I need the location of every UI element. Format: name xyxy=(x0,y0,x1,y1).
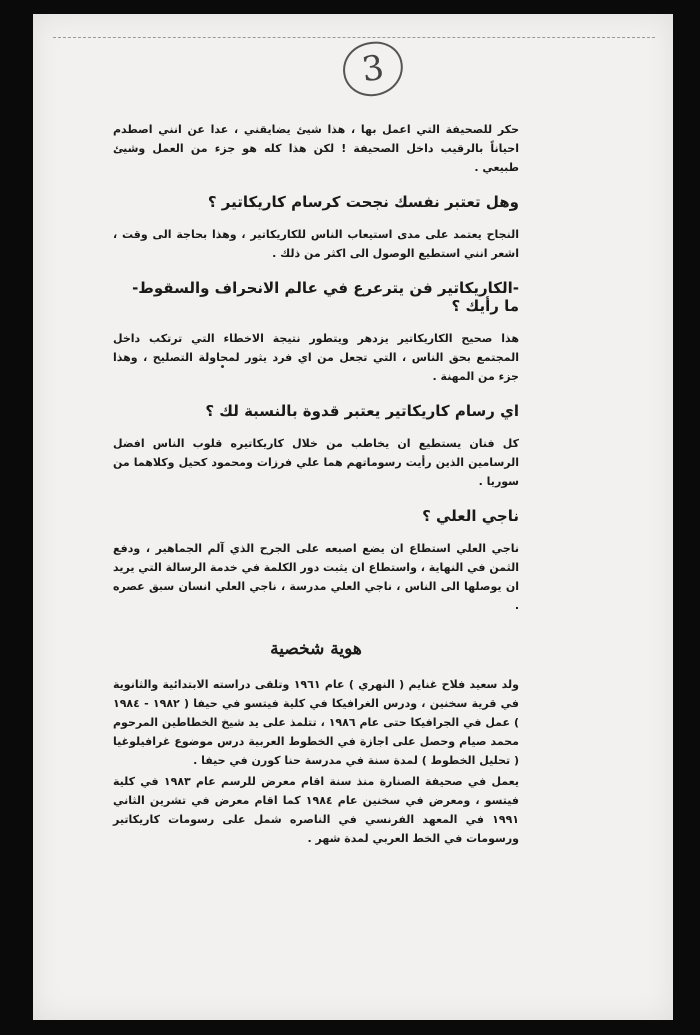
bio-section xyxy=(113,675,519,848)
top-rule xyxy=(53,37,655,38)
bio-title: هوية شخصية xyxy=(270,639,362,659)
question-heading: -الكاريكاتير فن يترعرع في عالم الانحراف والسقوط- ما رأيك ؟ xyxy=(132,279,519,315)
question-heading: ناجي العلي ؟ xyxy=(422,507,519,525)
article-body xyxy=(113,120,519,850)
bio-paragraph: يعمل في صحيفة الصنارة منذ سنة اقام معرض للرسم عام ١٩٨٣ في كلية فيتسو ، ومعرض في سخنين عام ١٩٨٤ كما اقام معرض في تشرين الثاني ١٩٩١ في المعهد الفرنسي في الناصره شمل على رسومات كاريكاتير ورسومات في الخط العربي لمدة شهر . xyxy=(113,775,519,845)
answer-paragraph: النجاح يعتمد على مدى استيعاب الناس للكاريكاتير ، وهذا بحاجة الى وقت ، اشعر انني استطيع الوصول الى اكثر من ذلك . xyxy=(113,228,519,260)
handwritten-page-number: 3 xyxy=(340,38,407,100)
answer-paragraph: هذا صحيح الكاريكاتير يزدهر ويتطور نتيجة الاخطاء التي ترتكب داخل المجتمع بحق الناس ، التي تجعل من اي فرد يثور لمحاولة التصليح ، وهذا جزء من المهنة . xyxy=(113,332,519,383)
intro-paragraph: حكر للصحيفة التي اعمل بها ، هذا شيئ يضايقني ، عدا عن انني اصطدم احياناً بالرقيب داخل الصحيفة ! لكن هذا كله هو جزء من العمل وشيئ طبيعي . xyxy=(113,123,519,174)
answer-paragraph: كل فنان يستطيع ان يخاطب من خلال كاريكاتيره قلوب الناس افضل الرسامين الذين رأيت رسوماتهم هما علي فرزات ومحمود كحيل وكلاهما من سوريا . xyxy=(113,437,519,488)
bio-paragraph: ولد سعيد فلاح غنايم ( النهري ) عام ١٩٦١ وتلقى دراسته الابتدائية والثانوية في قرية سخنين ، ودرس الغرافيكا في كلية فيتسو في حيفا ( ١٩٨٢ - ١٩٨٤ ) عمل في الجرافيكا حتى عام ١٩٨٦ ، تتلمذ على يد شيخ الخطاطين المرحوم محمد صيام وحصل على اجازة في الخطوط العربية درس موضوع غرافيلوغيا ( تحليل الخطوط ) لمدة سنة في مدرسة حنا كورن في حيفا . xyxy=(113,678,519,767)
question-heading: اي رسام كاريكاتير يعتبر قدوة بالنسبة لك ؟ xyxy=(205,402,519,420)
answer-paragraph: ناجي العلي استطاع ان يضع اصبعه على الجرح الذي آلم الجماهير ، ودفع الثمن في النهاية ، واستطاع ان يثبت دور الكلمة في خدمة الرسالة التي يريد ان يوصلها الى الناس ، ناجي العلي مدرسة ، ناجي العلي انسان سبق عصره . xyxy=(113,542,519,612)
document-page xyxy=(33,14,673,1020)
question-heading: وهل تعتبر نفسك نجحت كرسام كاريكاتير ؟ xyxy=(207,193,519,211)
